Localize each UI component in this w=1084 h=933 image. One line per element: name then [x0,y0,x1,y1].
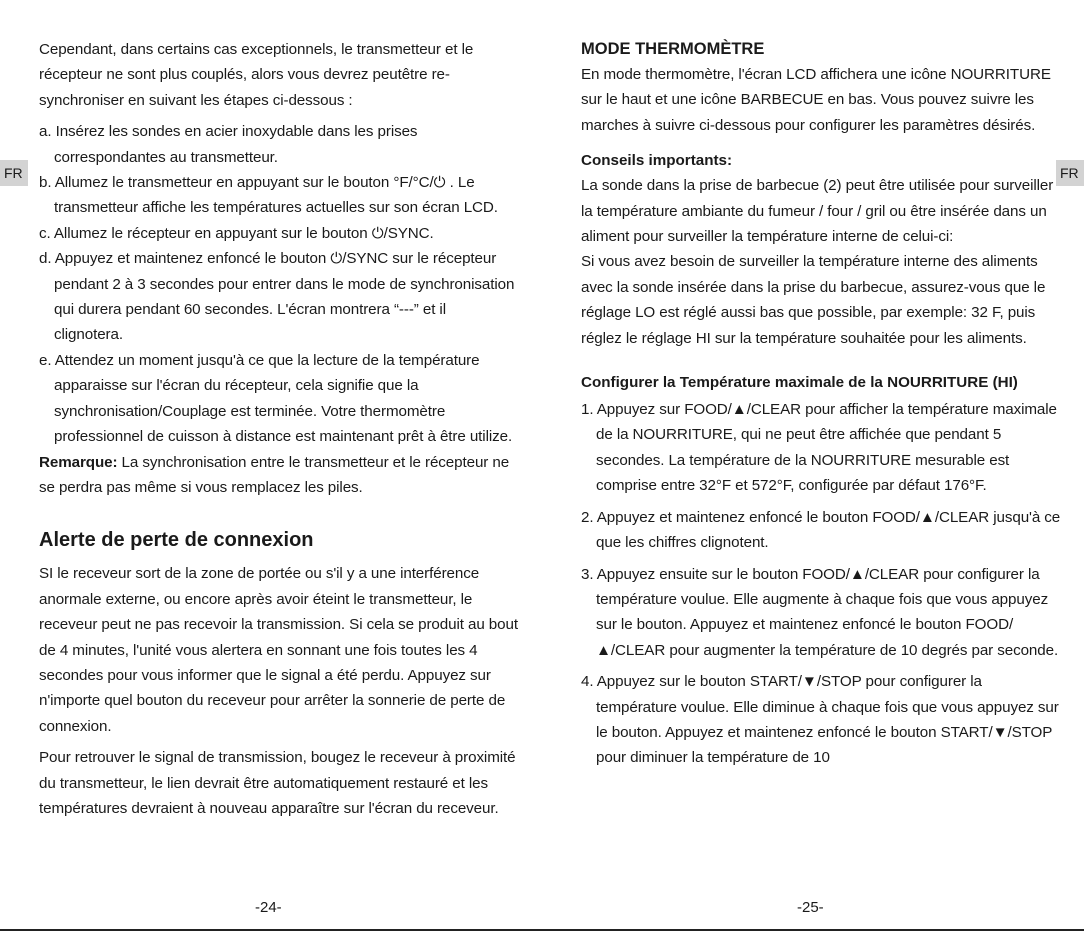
resync-step-c: c. Allumez le récepteur en appuyant sur le bouton ⏻/SYNC. [39,224,434,242]
thermometer-mode-heading: MODE THERMOMÈTRE [581,40,765,58]
note-label: Remarque: [39,453,118,471]
right-page [581,0,1061,933]
language-tab-left: FR [0,160,28,186]
connection-loss-paragraph-2: Pour retrouver le signal de transmission, bougez le receveur à proximité du transmetteur, le lien devrait être automatiquement restauré et les températures devraient à nouveau apparaître sur l'écran du receveur. [39,749,516,817]
language-tab-right: FR [1056,160,1084,186]
resync-intro: Cependant, dans certains cas exceptionnels, le transmetteur et le récepteur ne sont plus couplés, alors vous devrez peutêtre re-synchroniser en suivant les étapes ci-dessous : [39,41,474,109]
bottom-rule [0,929,1084,931]
right-page-content [581,38,1061,771]
important-tips-heading: Conseils importants: [581,152,733,170]
resync-step-a: a. Insérez les sondes en acier inoxydable dans les prises correspondantes au transmetteur. [39,123,418,166]
connection-loss-heading: Alerte de perte de connexion [39,529,314,552]
config-step-2: 2. Appuyez et maintenez enfoncé le bouton FOOD/▲/CLEAR jusqu'à ce que les chiffres clignotent. [581,508,1061,552]
page-number-left: -24- [255,899,282,916]
left-page-content [39,37,519,821]
config-step-3: 3. Appuyez ensuite sur le bouton FOOD/▲/CLEAR pour configurer la température voulue. Elle augmente à chaque fois que vous appuyez sur le bouton. Appuyez et maintenez enfoncé le bouton FOOD/▲/CLEAR pour augmenter la température de 10 degrés par seconde. [581,565,1059,659]
note-paragraph [39,450,519,501]
resync-step-b: b. Allumez le transmetteur en appuyant sur le bouton °F/°C/⏻ . Le transmetteur affiche les températures actuelles sur son écran LCD. [39,174,498,217]
config-step-4: 4. Appuyez sur le bouton START/▼/STOP pour configurer la température voulue. Elle diminue à chaque fois que vous appuyez sur le bouton. Appuyez et maintenez enfoncé le bouton START/▼/STOP pour diminuer la température de 10 [581,673,1059,767]
configure-max-food-temp-heading: Configurer la Température maximale de la NOURRITURE (HI) [581,374,1018,392]
important-tips-paragraph-2: Si vous avez besoin de surveiller la température interne des aliments avec la sonde insérée dans la prise du barbecue, assurez-vous que le réglage LO est réglé aussi bas que possible, par exemple: 32 F, puis réglez le réglage HI sur la température souhaitée pour les aliments. [581,253,1046,347]
thermometer-mode-paragraph: En mode thermomètre, l'écran LCD affichera une icône NOURRITURE sur le haut et une icône BARBECUE en bas. Vous pouvez suivre les marches à suivre ci-dessous pour configurer les paramètres désirés. [581,66,1051,134]
config-step-1: 1. Appuyez sur FOOD/▲/CLEAR pour afficher la température maximale de la NOURRITURE, qui ne peut être affichée que pendant 5 secondes. La température de la NOURRITURE mesurable est comprise entre 32°F et 572°F, configurée par défaut 176°F. [581,401,1057,495]
important-tips-paragraph-1: La sonde dans la prise de barbecue (2) peut être utilisée pour surveiller la température ambiante du fumeur / four / gril ou être insérée dans un aliment pour surveiller la température interne de celui-ci: [581,177,1054,246]
page-number-right: -25- [797,899,824,916]
resync-step-d: d. Appuyez et maintenez enfoncé le bouton ⏻/SYNC sur le récepteur pendant 2 à 3 secondes pour entrer dans le mode de synchronisation qui durera pendant 60 secondes. L'écran montrera “---” et il clignotera. [39,250,515,344]
left-page [39,0,519,933]
connection-loss-paragraph-1: SI le receveur sort de la zone de portée ou s'il y a une interférence anormale externe, ou encore après avoir éteint le transmetteur, le receveur peut ne pas recevoir la transmission. Si cela se produit au bout de 4 minutes, l'unité vous alertera en sonnant une fois toutes les 4 secondes pour vous informer que le signal a été perdu. Appuyez sur n'importe quel bouton du receveur pour arrêter la sonnerie de perte de connexion. [39,565,518,735]
resync-step-e: e. Attendez un moment jusqu'à ce que la lecture de la température apparaisse sur l'écran du récepteur, cela signifie que la synchronisation/Couplage est terminée. Votre thermomètre professionnel de cuisson à distance est maintenant prêt à être utilize. [39,351,513,446]
note-text: La synchronisation entre le transmetteur et le récepteur ne se perdra pas même si vous remplacez les piles. [39,453,510,496]
